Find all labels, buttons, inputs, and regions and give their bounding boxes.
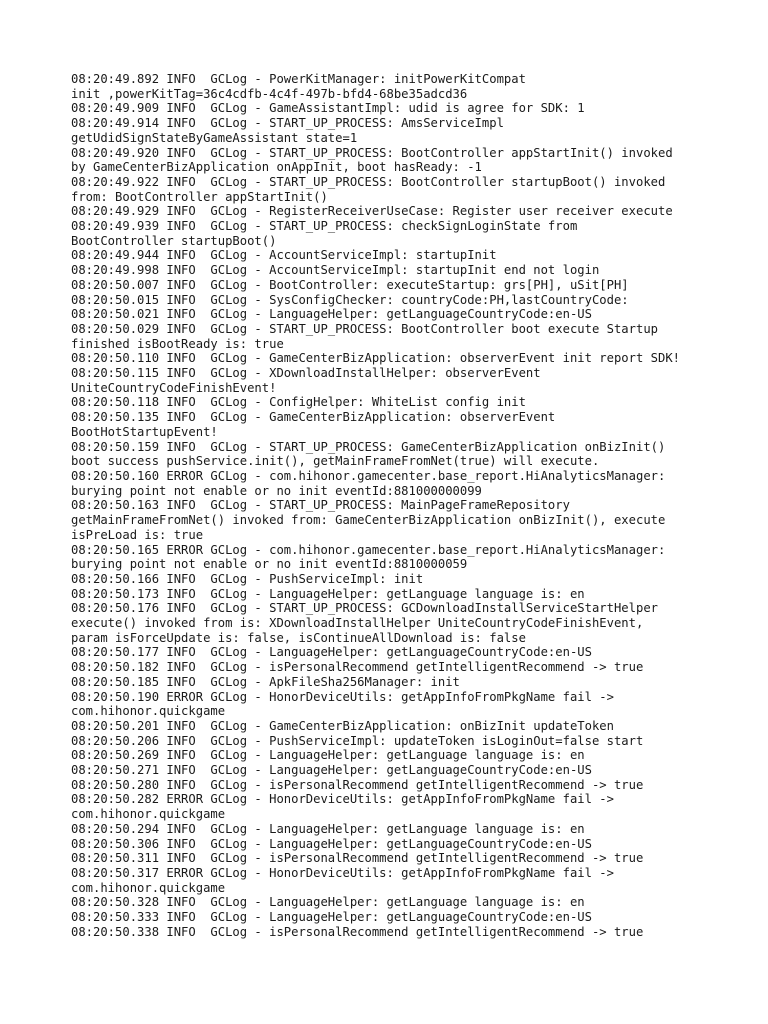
log-line: isPreLoad is: true	[71, 527, 204, 542]
log-line: 08:20:50.176 INFO GCLog - START_UP_PROCESS: GCDownloadInstallServiceStartHelper	[71, 601, 658, 616]
log-line: 08:20:50.165 ERROR GCLog - com.hihonor.gamecenter.base_report.HiAnalyticsManager:	[71, 542, 666, 557]
log-line: 08:20:50.029 INFO GCLog - START_UP_PROCESS: BootController boot execute Startup	[71, 321, 658, 336]
log-line: 08:20:50.135 INFO GCLog - GameCenterBizApplication: observerEvent	[71, 410, 556, 425]
log-line: 08:20:50.115 INFO GCLog - XDownloadInstallHelper: observerEvent	[71, 366, 541, 381]
log-line: 08:20:50.160 ERROR GCLog - com.hihonor.gamecenter.base_report.HiAnalyticsManager:	[71, 468, 666, 483]
log-line: 08:20:50.269 INFO GCLog - LanguageHelper: getLanguage language is: en	[71, 748, 585, 763]
log-line: com.hihonor.quickgame	[71, 704, 226, 719]
log-line: finished isBootReady is: true	[71, 336, 284, 351]
log-line: 08:20:50.271 INFO GCLog - LanguageHelper: getLanguageCountryCode:en-US	[71, 763, 592, 778]
log-line: 08:20:50.338 INFO GCLog - isPersonalRecommend getIntelligentRecommend -> true	[71, 924, 644, 939]
log-line: com.hihonor.quickgame	[71, 880, 226, 895]
log-line: 08:20:50.294 INFO GCLog - LanguageHelper: getLanguage language is: en	[71, 821, 585, 836]
log-line: 08:20:49.998 INFO GCLog - AccountServiceImpl: startupInit end not login	[71, 263, 600, 278]
log-line: 08:20:49.944 INFO GCLog - AccountServiceImpl: startupInit	[71, 248, 497, 263]
log-line: 08:20:50.163 INFO GCLog - START_UP_PROCESS: MainPageFrameRepository	[71, 498, 570, 513]
log-line: init ,powerKitTag=36c4cdfb-4c4f-497b-bfd4-68be35adcd36	[71, 86, 468, 101]
log-line: 08:20:50.201 INFO GCLog - GameCenterBizApplication: onBizInit updateToken	[71, 718, 614, 733]
log-line: execute() invoked from is: XDownloadInstallHelper UniteCountryCodeFinishEvent,	[71, 616, 644, 631]
log-line: 08:20:50.280 INFO GCLog - isPersonalRecommend getIntelligentRecommend -> true	[71, 777, 644, 792]
log-line: 08:20:50.118 INFO GCLog - ConfigHelper: WhiteList config init	[71, 395, 526, 410]
log-line: 08:20:49.939 INFO GCLog - START_UP_PROCESS: checkSignLoginState from	[71, 219, 578, 234]
log-line: 08:20:50.166 INFO GCLog - PushServiceImpl: init	[71, 571, 424, 586]
log-line: 08:20:50.306 INFO GCLog - LanguageHelper: getLanguageCountryCode:en-US	[71, 836, 592, 851]
log-line: 08:20:50.021 INFO GCLog - LanguageHelper: getLanguageCountryCode:en-US	[71, 307, 592, 322]
log-line: 08:20:50.177 INFO GCLog - LanguageHelper: getLanguageCountryCode:en-US	[71, 645, 592, 660]
log-line: 08:20:50.015 INFO GCLog - SysConfigChecker: countryCode:PH,lastCountryCode:	[71, 292, 629, 307]
log-line: burying point not enable or no init eventId:8810000059	[71, 557, 468, 572]
log-line: 08:20:50.282 ERROR GCLog - HonorDeviceUtils: getAppInfoFromPkgName fail ->	[71, 792, 614, 807]
log-line: 08:20:50.328 INFO GCLog - LanguageHelper: getLanguage language is: en	[71, 895, 585, 910]
log-line: 08:20:50.007 INFO GCLog - BootController: executeStartup: grs[PH], uSit[PH]	[71, 277, 629, 292]
log-line: 08:20:49.914 INFO GCLog - START_UP_PROCESS: AmsServiceImpl	[71, 116, 504, 131]
log-line: BootHotStartupEvent!	[71, 424, 218, 439]
log-line: 08:20:49.892 INFO GCLog - PowerKitManager: initPowerKitCompat	[71, 72, 526, 86]
log-line: com.hihonor.quickgame	[71, 807, 226, 822]
log-line: 08:20:49.929 INFO GCLog - RegisterReceiverUseCase: Register user receiver execute	[71, 204, 673, 219]
log-line: 08:20:50.190 ERROR GCLog - HonorDeviceUtils: getAppInfoFromPkgName fail ->	[71, 689, 614, 704]
log-line: 08:20:49.909 INFO GCLog - GameAssistantImpl: udid is agree for SDK: 1	[71, 101, 585, 116]
log-line: from: BootController appStartInit()	[71, 189, 328, 204]
log-line: 08:20:50.182 INFO GCLog - isPersonalRecommend getIntelligentRecommend -> true	[71, 660, 644, 675]
log-line: 08:20:50.110 INFO GCLog - GameCenterBizApplication: observerEvent init report SDK!	[71, 351, 681, 366]
log-line: 08:20:50.173 INFO GCLog - LanguageHelper: getLanguage language is: en	[71, 586, 585, 601]
log-line: getUdidSignStateByGameAssistant state=1	[71, 130, 358, 145]
log-line: by GameCenterBizApplication onAppInit, boot hasReady: -1	[71, 160, 482, 175]
log-document	[71, 72, 751, 939]
log-line: param isForceUpdate is: false, isContinueAllDownload is: false	[71, 630, 526, 645]
log-line: getMainFrameFromNet() invoked from: GameCenterBizApplication onBizInit(), execute	[71, 513, 666, 528]
log-line: 08:20:49.922 INFO GCLog - START_UP_PROCESS: BootController startupBoot() invoked	[71, 174, 666, 189]
log-line: 08:20:50.159 INFO GCLog - START_UP_PROCESS: GameCenterBizApplication onBizInit()	[71, 439, 666, 454]
log-line: burying point not enable or no init eventId:881000000099	[71, 483, 482, 498]
log-line: BootController startupBoot()	[71, 233, 277, 248]
log-line: 08:20:50.185 INFO GCLog - ApkFileSha256Manager: init	[71, 674, 460, 689]
log-line: boot success pushService.init(), getMainFrameFromNet(true) will execute.	[71, 454, 600, 469]
log-line: 08:20:50.333 INFO GCLog - LanguageHelper: getLanguageCountryCode:en-US	[71, 910, 592, 925]
log-line: 08:20:50.311 INFO GCLog - isPersonalRecommend getIntelligentRecommend -> true	[71, 851, 644, 866]
log-line: 08:20:50.206 INFO GCLog - PushServiceImpl: updateToken isLoginOut=false start	[71, 733, 644, 748]
log-line: UniteCountryCodeFinishEvent!	[71, 380, 277, 395]
log-line: 08:20:50.317 ERROR GCLog - HonorDeviceUtils: getAppInfoFromPkgName fail ->	[71, 865, 614, 880]
log-line: 08:20:49.920 INFO GCLog - START_UP_PROCESS: BootController appStartInit() invoked	[71, 145, 673, 160]
